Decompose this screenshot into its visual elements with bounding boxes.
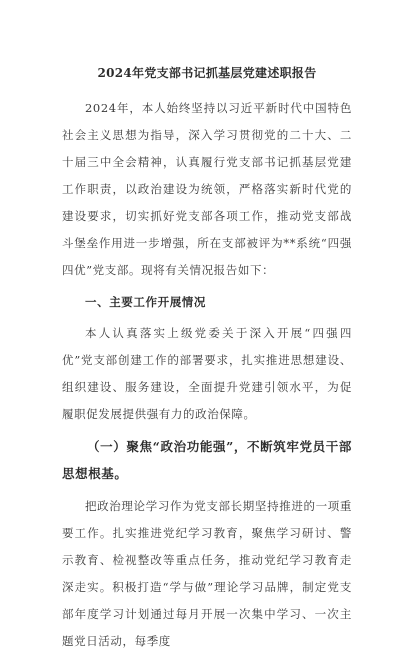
section-paragraph-main-work: 本人认真落实上级党委关于深入开展“四强四优”党支部创建工作的部署要求，扎实推进思想建设、组织建设、服务建设，全面提升党建引领水平，为促履职促发展提供强有力的政治保障。	[62, 326, 352, 421]
subsection-heading-political-function: （一）聚焦“政治功能强”，不断筑牢党员干部思想根基。	[62, 439, 352, 481]
subsection-paragraph-political-study: 把政治理论学习作为党支部长期坚持推进的一项重要工作。扎实推进党纪学习教育，聚焦学习研讨、警示教育、检视整改等重点任务，推动党纪学习教育走深走实。积极打造“学与做”理论学习品牌，制定党支部年度学习计划通过每月开展一次集中学习、一次主题党日活动，每季度	[62, 499, 352, 648]
document-title: 2024年党支部书记抓基层党建述职报告	[97, 66, 317, 80]
section-heading-main-work: 一、主要工作开展情况	[85, 295, 206, 309]
intro-paragraph: 2024年，本人始终坚持以习近平新时代中国特色社会主义思想为指导，深入学习贯彻党的二十大、二十届三中全会精神，认真履行党支部书记抓基层党建工作职责，以政治建设为统领，严格落实新时代党的建设要求，切实抓好党支部各项工作，推动党支部战斗堡垒作用进一步增强，所在支部被评为**系统“四强四优”党支部。现将有关情况报告如下：	[62, 101, 352, 277]
